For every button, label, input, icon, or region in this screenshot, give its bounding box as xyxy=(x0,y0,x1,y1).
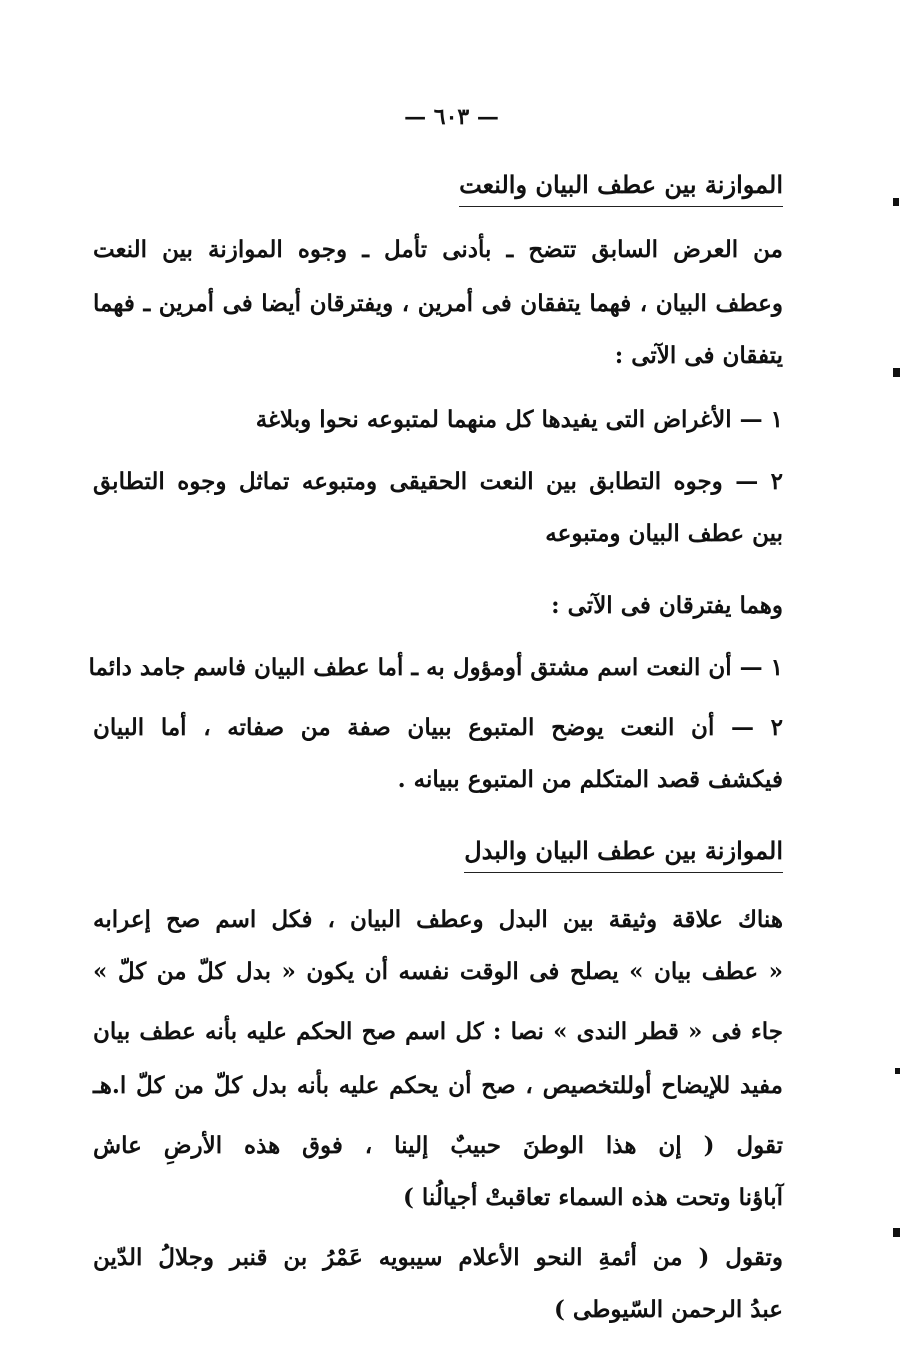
paragraph-line: « عطف بيان » يصلح فى الوقت نفسه أن يكون « بدل كلّ من كلّ » xyxy=(93,958,783,985)
paragraph-line: يتفقان فى الآتى : xyxy=(614,342,783,369)
example-line: وتقول ( من أئمةِ النحو الأعلام سيبويه عَمْرُ بن قنبر وجلالُ الدّين xyxy=(93,1244,783,1271)
list-item-continuation: بين عطف البيان ومتبوعه xyxy=(545,520,783,547)
example-line: تقول ( إن هذا الوطنَ حبيبٌ إلينا ، فوق هذه الأرضِ عاش xyxy=(93,1132,783,1159)
paragraph-line: هناك علاقة وثيقة بين البدل وعطف البيان ، فكل اسم صح إعرابه xyxy=(93,906,783,933)
section-heading-appositive-vs-substitute: الموازنة بين عطف البيان والبدل xyxy=(464,834,783,873)
list-item: ٢ — وجوه التطابق بين النعت الحقيقى ومتبوعه تماثل وجوه التطابق xyxy=(93,468,783,495)
page-number: — ٦٠٣ — xyxy=(404,104,499,130)
paragraph-line: وعطف البيان ، فهما يتفقان فى أمرين ، ويفترقان أيضا فى أمرين ـ فهما xyxy=(93,290,783,317)
paragraph-line: مفيد للإيضاح أوللتخصيص ، صح أن يحكم عليه بأنه بدل كلّ من كلّ ا.هـ xyxy=(93,1072,783,1099)
paragraph-line: من العرض السابق تتضح ـ بأدنى تأمل ـ وجوه الموازنة بين النعت xyxy=(93,236,783,263)
example-line: آباؤنا وتحت هذه السماء تعاقبتْ أجيالُنا ) xyxy=(402,1184,783,1211)
scan-margin-mark xyxy=(893,198,899,206)
paragraph-line: وهما يفترقان فى الآتى : xyxy=(551,592,783,619)
example-line: عبدُ الرحمن السّيوطى ) xyxy=(554,1296,783,1323)
paragraph-line: جاء فى « قطر الندى » نصا : كل اسم صح الحكم عليه بأنه عطف بيان xyxy=(93,1018,783,1045)
scan-margin-mark xyxy=(895,1068,900,1074)
list-item: ١ — أن النعت اسم مشتق أومؤول به ـ أما عطف البيان فاسم جامد دائما xyxy=(88,654,783,681)
list-item-continuation: فيكشف قصد المتكلم من المتبوع ببيانه . xyxy=(397,766,783,793)
list-item: ٢ — أن النعت يوضح المتبوع ببيان صفة من صفاته ، أما البيان xyxy=(93,714,783,741)
scan-margin-mark xyxy=(893,368,900,377)
scan-margin-mark xyxy=(893,1228,900,1237)
section-heading-appositive-vs-adjective: الموازنة بين عطف البيان والنعت xyxy=(459,168,783,207)
list-item: ١ — الأغراض التى يفيدها كل منهما لمتبوعه نحوا وبلاغة xyxy=(255,406,783,433)
